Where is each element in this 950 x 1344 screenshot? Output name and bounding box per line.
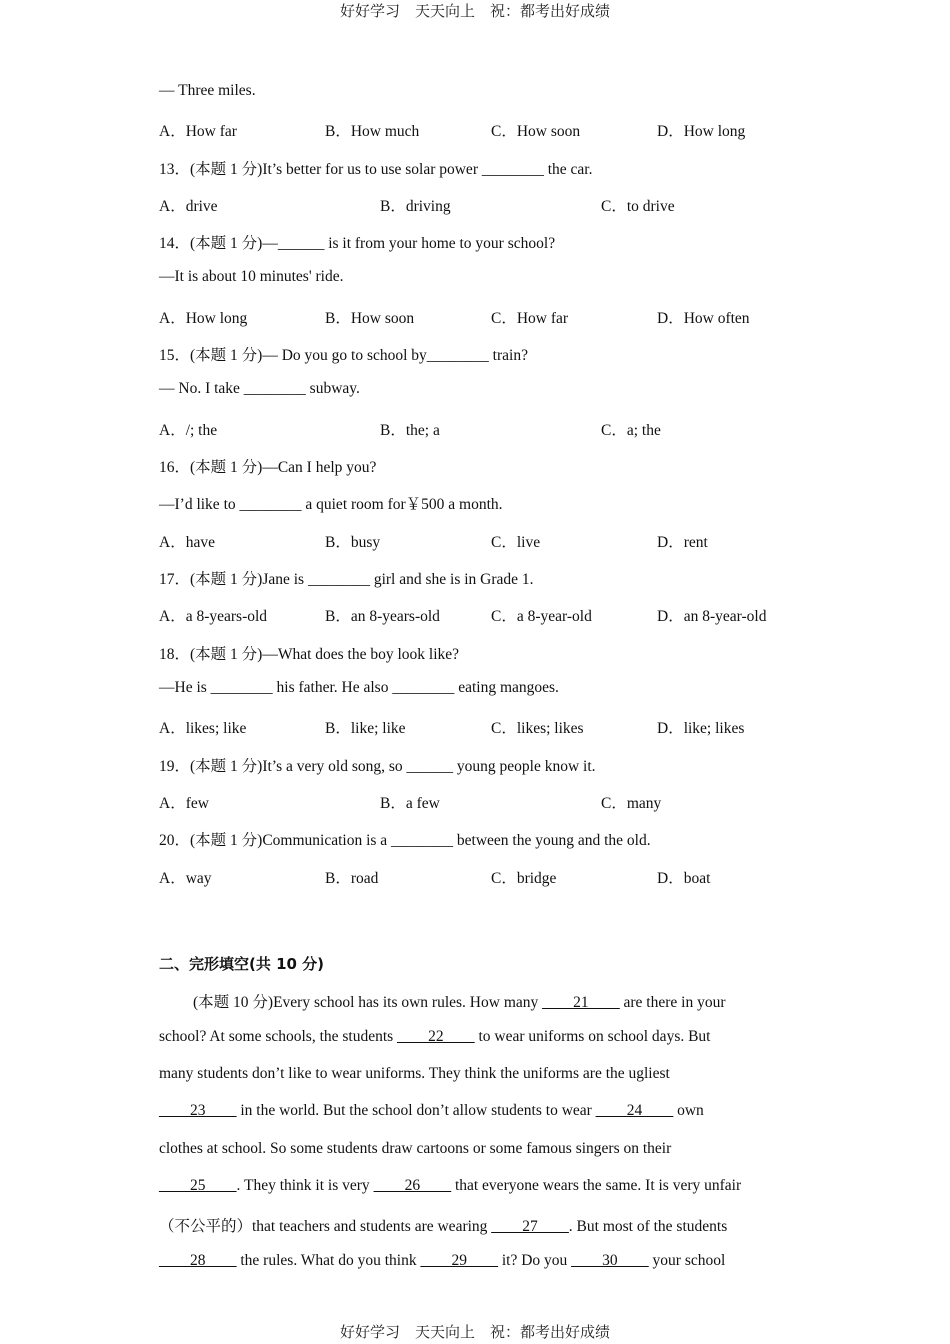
q18-option-c: C．likes; likes [491,720,584,737]
q13-stem: 13．(本题 1 分)It’s better for us to use solar power ________ the car. [159,161,593,178]
q14-stem: 14．(本题 1 分)—______ is it from your home to your school? [159,235,556,252]
cloze-text: school? At some schools, the students [159,1028,398,1045]
cloze-blank-28: ____28____ [159,1252,237,1269]
q18-option-b: B．like; like [325,720,406,737]
cloze-blank-26: ____26____ [373,1177,452,1194]
cloze-line [159,1102,704,1120]
cloze-text: are there in your [619,994,726,1011]
cloze-blank-30: ____30____ [571,1252,649,1269]
q16-option-a: A．have [159,534,215,551]
q17-option-d: D．an 8-year-old [657,608,767,625]
q16-line2: —I’d like to ________ a quiet room for￥500 a month. [159,496,503,513]
cloze-text: the rules. What do you think [236,1252,421,1269]
cloze-line [159,1065,670,1083]
q17-option-c: C．a 8-year-old [491,608,592,625]
q20-option-c: C．bridge [491,870,557,887]
cloze-text: . But most of the students [568,1218,728,1235]
q18-line2: —He is ________ his father. He also ________ eating mangoes. [159,679,559,696]
cloze-text: in the world. But the school don’t allow students to wear [236,1102,596,1119]
cloze-text: to wear uniforms on school days. But [474,1028,711,1045]
q18-stem: 18．(本题 1 分)—What does the boy look like? [159,646,460,663]
cloze-text: it? Do you [497,1252,572,1269]
q12-option-c: C．How soon [491,123,581,140]
q14-line2: —It is about 10 minutes' ride. [159,268,344,285]
cloze-text: (本题 10 分)Every school has its own rules. How many [193,994,543,1011]
cloze-blank-27: ____27____ [491,1218,569,1235]
q20-option-d: D．boat [657,870,711,887]
q17-option-b: B．an 8-years-old [325,608,440,625]
page-header: 好好学习 天天向上 祝：都考出好成绩 [339,2,610,20]
cloze-line [159,1140,671,1158]
q12-option-a: A．How far [159,123,237,140]
q13-option-b: B．driving [380,198,451,215]
q17-option-a: A．a 8-years-old [159,608,268,625]
cloze-line [193,990,726,1012]
q20-stem: 20．(本题 1 分)Communication is a ________ between the young and the old. [159,832,651,849]
cloze-line [159,1177,741,1195]
section-title: 二、完形填空(共 10 分) [159,955,325,973]
cloze-text: clothes at school. So some students draw cartoons or some famous singers on their [159,1140,672,1157]
q15-stem: 15．(本题 1 分)— Do you go to school by________ train? [159,347,528,364]
q12-option-b: B．How much [325,123,420,140]
q14-option-c: C．How far [491,310,569,327]
cloze-blank-24: ____24____ [595,1102,674,1119]
cloze-blank-25: ____25____ [159,1177,237,1194]
q19-option-a: A．few [159,795,209,812]
q15-option-a: A．/; the [159,422,218,439]
q19-stem: 19．(本题 1 分)It’s a very old song, so ______ young people know it. [159,758,596,775]
cloze-blank-21: ____21____ [542,994,620,1011]
cloze-text: . They think it is very [236,1177,374,1194]
q12-answer-line: — Three miles. [159,82,256,99]
q15-line2: — No. I take ________ subway. [159,380,360,397]
q17-stem: 17．(本题 1 分)Jane is ________ girl and she is in Grade 1. [159,571,534,588]
cloze-text: own [673,1102,704,1119]
q13-option-a: A．drive [159,198,218,215]
q15-option-c: C．a; the [601,422,661,439]
q14-option-d: D．How often [657,310,750,327]
cloze-blank-29: ____29____ [420,1252,498,1269]
cloze-text: many students don’t like to wear uniforms. They think the uniforms are the ugliest [159,1065,670,1082]
q19-option-c: C．many [601,795,662,812]
q16-stem: 16．(本题 1 分)—Can I help you? [159,459,377,476]
q16-option-d: D．rent [657,534,708,551]
cloze-text: （不公平的）that teachers and students are wearing [159,1218,492,1235]
cloze-line [159,1214,727,1236]
page-footer: 好好学习 天天向上 祝：都考出好成绩 [339,1323,610,1341]
cloze-line [159,1028,711,1046]
q16-option-c: C．live [491,534,541,551]
cloze-blank-23: ____23____ [159,1102,237,1119]
q18-option-d: D．like; likes [657,720,745,737]
q18-option-a: A．likes; like [159,720,247,737]
q14-option-a: A．How long [159,310,248,327]
q13-option-c: C．to drive [601,198,675,215]
q16-option-b: B．busy [325,534,381,551]
q19-option-b: B．a few [380,795,440,812]
q15-option-b: B．the; a [380,422,440,439]
q20-option-b: B．road [325,870,379,887]
q12-option-d: D．How long [657,123,746,140]
cloze-blank-22: ____22____ [397,1028,475,1045]
q14-option-b: B．How soon [325,310,415,327]
cloze-line [159,1252,725,1270]
cloze-text: your school [648,1252,726,1269]
cloze-text: that everyone wears the same. It is very unfair [451,1177,742,1194]
q20-option-a: A．way [159,870,212,887]
